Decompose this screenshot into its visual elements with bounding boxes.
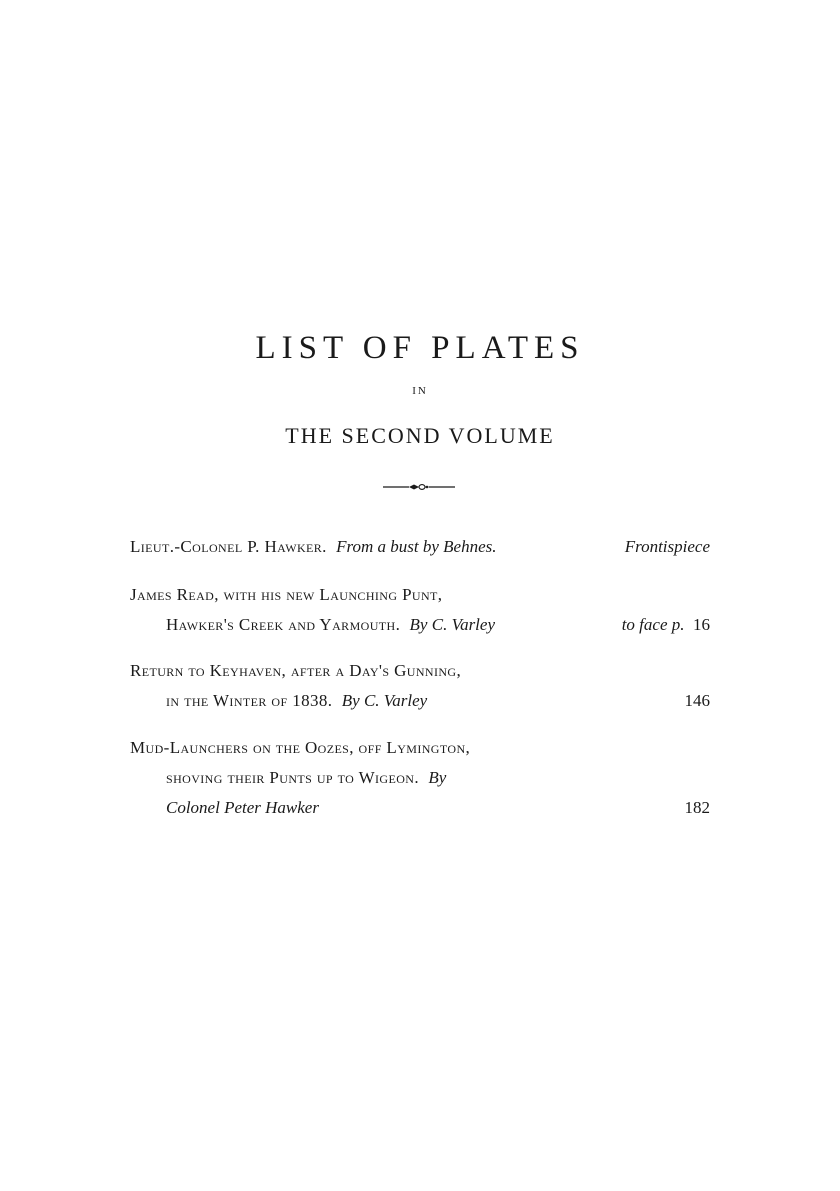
- plate-4-title-line-1: Mud-Launchers on the Oozes, off Lymington,: [130, 738, 471, 757]
- plate-3-page: [685, 690, 711, 712]
- plate-3-credit: By C. Varley: [341, 691, 428, 710]
- plate-3-line-1: [130, 660, 461, 682]
- plate-3-title-line-1: Return to Keyhaven, after a Day's Gunning,: [130, 661, 462, 680]
- plate-2-title-line-2: Hawker's Creek and Yarmouth.: [166, 615, 401, 634]
- title-connector: IN: [412, 385, 428, 397]
- plate-1-page-label: Frontispiece: [624, 537, 710, 556]
- plate-4-page-number: 182: [684, 798, 710, 817]
- plate-3-page-number: 146: [684, 691, 710, 710]
- plate-2-line-2: [166, 614, 495, 636]
- plate-4-credit-by: By: [428, 768, 447, 787]
- plate-4-credit-name: Colonel Peter Hawker: [166, 798, 319, 817]
- plate-4-line-3: [166, 797, 319, 819]
- plate-1-title: Lieut.-Colonel P. Hawker.: [130, 537, 327, 556]
- page-subtitle: THE SECOND VOLUME: [285, 423, 555, 448]
- plate-4-line-2: [166, 767, 446, 789]
- plate-1-credit: From a bust by Behnes.: [336, 537, 497, 556]
- plate-4-title-line-2: shoving their Punts up to Wigeon.: [166, 768, 419, 787]
- plate-2-credit: By C. Varley: [409, 615, 495, 634]
- plate-2-page-number: 16: [693, 615, 710, 634]
- plate-1-line-1: [130, 536, 497, 558]
- plate-4-page: [685, 797, 711, 819]
- plate-4-line-1: [130, 737, 470, 759]
- plate-3-title-line-2: in the Winter of 1838.: [166, 691, 333, 710]
- plate-2-title-line-1: James Read, with his new Launching Punt,: [130, 585, 443, 604]
- plate-3-line-2: [166, 690, 427, 712]
- ornament-divider-icon: [383, 481, 455, 493]
- plate-1-page: [625, 536, 710, 558]
- plate-2-page: [622, 614, 710, 636]
- page-title: LIST OF PLATES: [255, 330, 585, 366]
- plate-2-page-prefix: to face p.: [621, 615, 685, 634]
- plate-2-line-1: [130, 584, 442, 606]
